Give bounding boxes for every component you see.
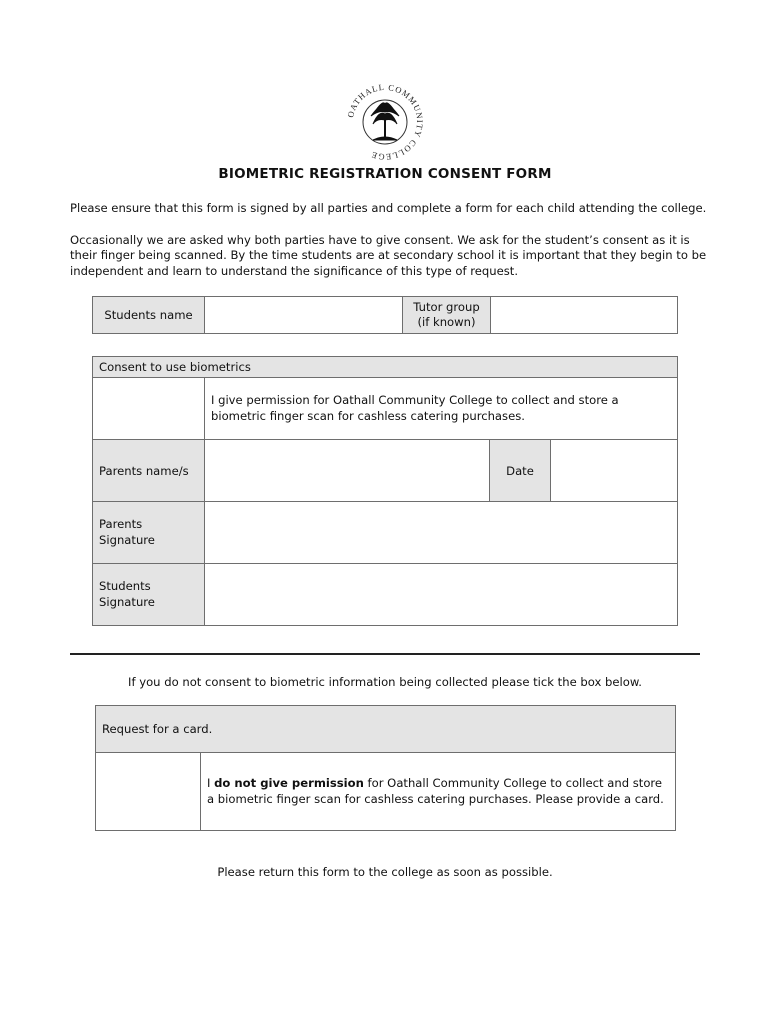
students-signature-label-line2: Signature [99,594,155,609]
parents-name-label: Parents name/s [93,440,205,502]
students-signature-label-line1: Students [99,579,151,593]
students-signature-label [93,564,205,626]
no-consent-text-prefix: I [207,776,215,790]
consent-permission-text: I give permission for Oathall Community College to collect and store a biometric finger scan for cashless catering purchases. [205,378,678,440]
students-signature-field[interactable] [205,564,678,626]
tutor-group-label-line2: (if known) [417,315,476,329]
no-consent-text-bold: do not give permission [214,776,364,790]
tutor-group-label [403,297,491,334]
tutor-group-field[interactable] [491,297,678,334]
parents-name-field[interactable] [205,440,490,502]
svg-text:OATHALL COMMUNITY COLLEGE: OATHALL COMMUNITY COLLEGE [345,81,426,163]
section-divider [70,653,700,655]
consent-header: Consent to use biometrics [93,357,678,378]
card-request-header: Request for a card. [96,706,676,753]
date-field[interactable] [551,440,678,502]
card-request-table [95,705,676,831]
date-label: Date [490,440,551,502]
explanation-text: Occasionally we are asked why both parties have to give consent. We ask for the student’s consent as it is their finger being scanned. By the time students are at secondary school it is important that they begin to be independent and learn to understand the significance of this type of request. [70,233,707,278]
parents-signature-label-line2: Signature [99,532,155,547]
return-note: Please return this form to the college as soon as possible. [217,865,553,879]
students-name-field[interactable] [205,297,403,334]
students-name-label: Students name [93,297,205,334]
student-details-table [92,296,678,334]
page-title: BIOMETRIC REGISTRATION CONSENT FORM [218,166,552,182]
parents-signature-field[interactable] [205,502,678,564]
tutor-group-label-line1: Tutor group [413,300,480,314]
parents-signature-label [93,502,205,564]
no-consent-text [201,753,676,831]
no-consent-text-suffix: for Oathall Community College to collect and store a biometric finger scan for cashless catering purchases. Please provide a card. [207,776,664,806]
no-consent-tick-box[interactable] [96,753,201,831]
consent-tick-box[interactable] [93,378,205,440]
college-crest-icon [343,80,427,164]
consent-table [92,356,678,626]
parents-signature-label-line1: Parents [99,517,143,531]
intro-text: Please ensure that this form is signed by all parties and complete a form for each child attending the college. [70,201,707,215]
no-consent-note: If you do not consent to biometric information being collected please tick the box below. [128,675,642,689]
